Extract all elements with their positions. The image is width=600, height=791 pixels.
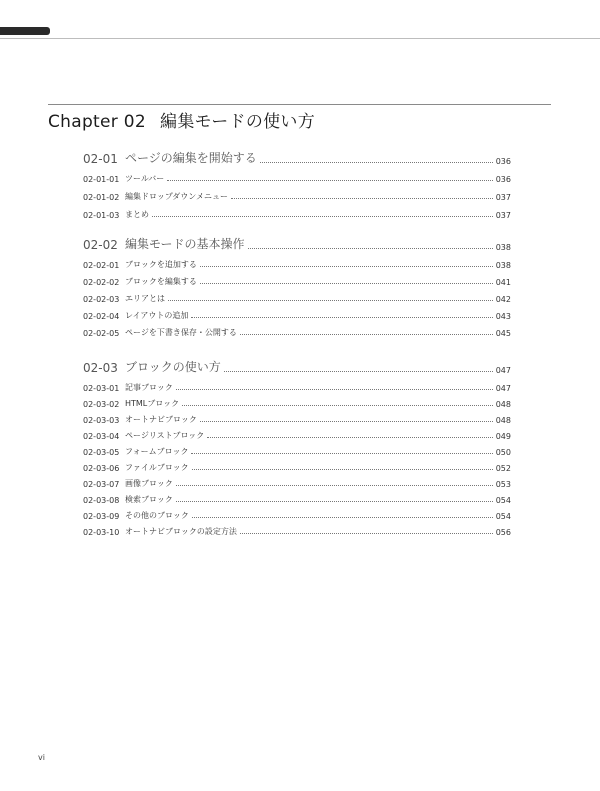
entry-title: まとめ	[125, 210, 149, 219]
page-number: 054	[495, 496, 511, 505]
dot-leader	[192, 469, 493, 470]
dot-leader	[191, 317, 492, 318]
entry-number: 02-01-02	[83, 193, 120, 202]
page-number: 047	[495, 366, 511, 375]
section-number: 02-03	[83, 361, 118, 375]
section-number: 02-02	[83, 238, 118, 252]
dot-leader	[207, 437, 492, 438]
entry-title: ブロックを編集する	[125, 277, 197, 286]
entry-title: ブロックを追加する	[125, 260, 197, 269]
dot-leader	[176, 485, 493, 486]
toc-entry-row[interactable]	[83, 409, 511, 425]
dot-leader	[192, 517, 493, 518]
dot-leader	[200, 283, 493, 284]
toc-entry-row[interactable]	[83, 393, 511, 409]
page-folio: vi	[38, 753, 45, 762]
toc-entry-row[interactable]	[83, 322, 511, 338]
entry-number: 02-03-06	[83, 464, 120, 473]
entry-title: フォームブロック	[125, 447, 189, 456]
entry-title: 画像ブロック	[125, 479, 173, 488]
toc-entry-row[interactable]	[83, 377, 511, 393]
page-number: 054	[495, 512, 511, 521]
entry-number: 02-02-05	[83, 329, 120, 338]
toc-entry-row[interactable]	[83, 441, 511, 457]
entry-title: ツールバー	[125, 174, 165, 183]
section-title: ブロックの使い方	[125, 360, 221, 374]
dot-leader	[248, 248, 493, 249]
dot-leader	[240, 533, 493, 534]
entry-title: 記事ブロック	[125, 383, 173, 392]
dot-leader	[167, 180, 492, 181]
entry-number: 02-03-07	[83, 480, 120, 489]
chapter-title: 編集モードの使い方	[160, 112, 316, 132]
top-rule	[0, 38, 600, 39]
dot-leader	[224, 371, 493, 372]
entry-title: その他のブロック	[125, 511, 189, 520]
entry-title: レイアウトの追加	[125, 311, 189, 320]
entry-number: 02-02-01	[83, 261, 120, 270]
entry-number: 02-03-03	[83, 416, 120, 425]
page-number: 043	[495, 312, 511, 321]
section-heading-row[interactable]	[83, 355, 511, 375]
page-number: 047	[495, 384, 511, 393]
page-number: 050	[495, 448, 511, 457]
entry-number: 02-02-04	[83, 312, 120, 321]
page-number: 042	[495, 295, 511, 304]
entry-number: 02-03-02	[83, 400, 120, 409]
entry-title: ページリストブロック	[125, 431, 205, 440]
dot-leader	[152, 216, 493, 217]
page-number: 036	[495, 175, 511, 184]
entry-title: オートナビブロック	[125, 415, 197, 424]
toc-entry-row[interactable]	[83, 505, 511, 521]
top-tab-marker	[0, 27, 50, 35]
page-number: 045	[495, 329, 511, 338]
section-number: 02-01	[83, 152, 118, 166]
page-number: 048	[495, 416, 511, 425]
entry-number: 02-01-01	[83, 175, 120, 184]
chapter-heading	[48, 107, 315, 132]
dot-leader	[176, 501, 493, 502]
page-number: 053	[495, 480, 511, 489]
page-number: 048	[495, 400, 511, 409]
chapter-number: Chapter 02	[48, 112, 147, 132]
toc-entry-row[interactable]	[83, 288, 511, 304]
toc-entry-row[interactable]	[83, 457, 511, 473]
page-number: 056	[495, 528, 511, 537]
page-number: 037	[495, 193, 511, 202]
page-number: 052	[495, 464, 511, 473]
dot-leader	[231, 198, 493, 199]
toc-entry-row[interactable]	[83, 186, 511, 202]
page-number: 037	[495, 211, 511, 220]
dot-leader	[176, 389, 493, 390]
entry-number: 02-02-03	[83, 295, 120, 304]
entry-title: ページを下書き保存・公開する	[125, 328, 237, 337]
entry-number: 02-01-03	[83, 211, 120, 220]
page-number: 049	[495, 432, 511, 441]
entry-title: HTMLブロック	[125, 399, 180, 408]
toc-entry-row[interactable]	[83, 489, 511, 505]
section-title: 編集モードの基本操作	[125, 237, 245, 251]
dot-leader	[260, 162, 493, 163]
toc-entry-row[interactable]	[83, 473, 511, 489]
entry-title: ファイルブロック	[125, 463, 189, 472]
dot-leader	[168, 300, 493, 301]
entry-number: 02-03-09	[83, 512, 120, 521]
entry-number: 02-03-10	[83, 528, 120, 537]
section-heading-row[interactable]	[83, 146, 511, 166]
dot-leader	[182, 405, 493, 406]
toc-entry-row[interactable]	[83, 254, 511, 270]
page-number: 041	[495, 278, 511, 287]
entry-number: 02-03-04	[83, 432, 120, 441]
toc-entry-row[interactable]	[83, 521, 511, 537]
section-title: ページの編集を開始する	[125, 151, 257, 165]
chapter-rule	[48, 104, 551, 105]
page-number: 036	[495, 157, 511, 166]
dot-leader	[200, 421, 493, 422]
toc-entry-row[interactable]	[83, 168, 511, 184]
entry-title: 編集ドロップダウンメニュー	[125, 192, 229, 201]
entry-title: オートナビブロックの設定方法	[125, 527, 237, 536]
entry-number: 02-03-08	[83, 496, 120, 505]
entry-number: 02-02-02	[83, 278, 120, 287]
toc-entry-row[interactable]	[83, 271, 511, 287]
page-number: 038	[495, 243, 511, 252]
toc-entry-row[interactable]	[83, 425, 511, 441]
entry-number: 02-03-05	[83, 448, 120, 457]
toc-entry-row[interactable]	[83, 204, 511, 220]
dot-leader	[191, 453, 492, 454]
dot-leader	[200, 266, 493, 267]
section-heading-row[interactable]	[83, 232, 511, 252]
dot-leader	[240, 334, 493, 335]
entry-title: エリアとは	[125, 294, 165, 303]
toc-entry-row[interactable]	[83, 305, 511, 321]
page-number: 038	[495, 261, 511, 270]
entry-title: 検索ブロック	[125, 495, 173, 504]
entry-number: 02-03-01	[83, 384, 120, 393]
